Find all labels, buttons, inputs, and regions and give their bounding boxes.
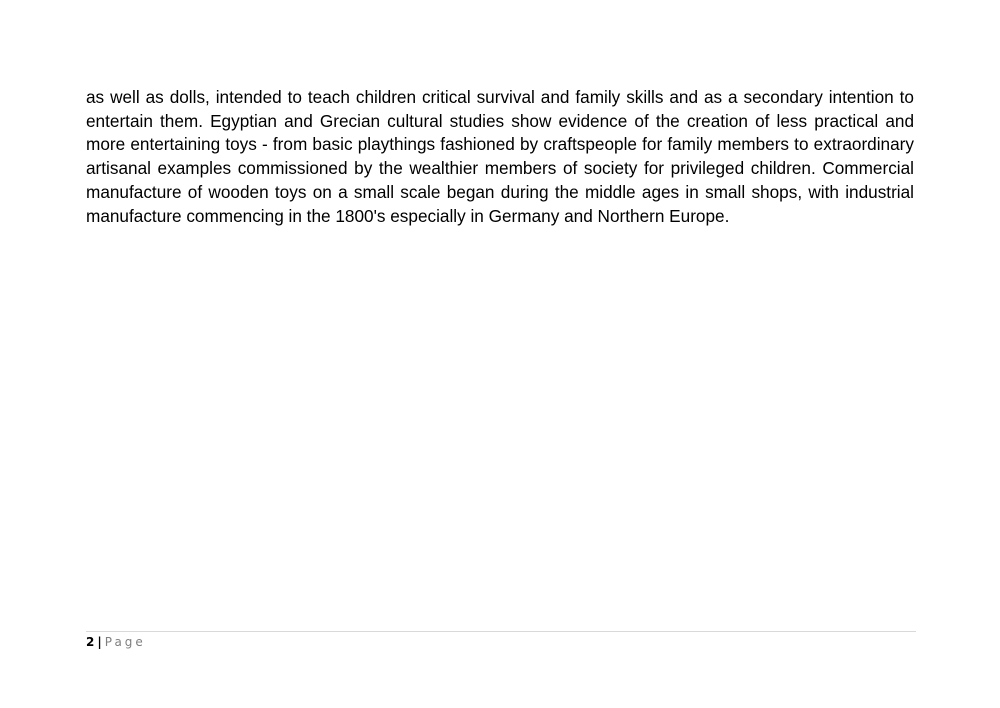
page-footer	[86, 634, 146, 650]
page-label: Page	[104, 635, 146, 649]
footer-separator: |	[97, 635, 102, 649]
page-number: 2	[86, 635, 95, 649]
body-paragraph: as well as dolls, intended to teach children critical survival and family skills and as a secondary intention to entertain them. Egyptian and Grecian cultural studies show evidence of the creation of less practical and more entertaining toys - from basic playthings fashioned by craftspeople for family members to extraordinary artisanal examples commissioned by the wealthier members of society for privileged children. Commercial manufacture of wooden toys on a small scale began during the middle ages in small shops, with industrial manufacture commencing in the 1800's especially in Germany and Northern Europe.	[86, 87, 914, 226]
footer-divider	[86, 631, 916, 632]
